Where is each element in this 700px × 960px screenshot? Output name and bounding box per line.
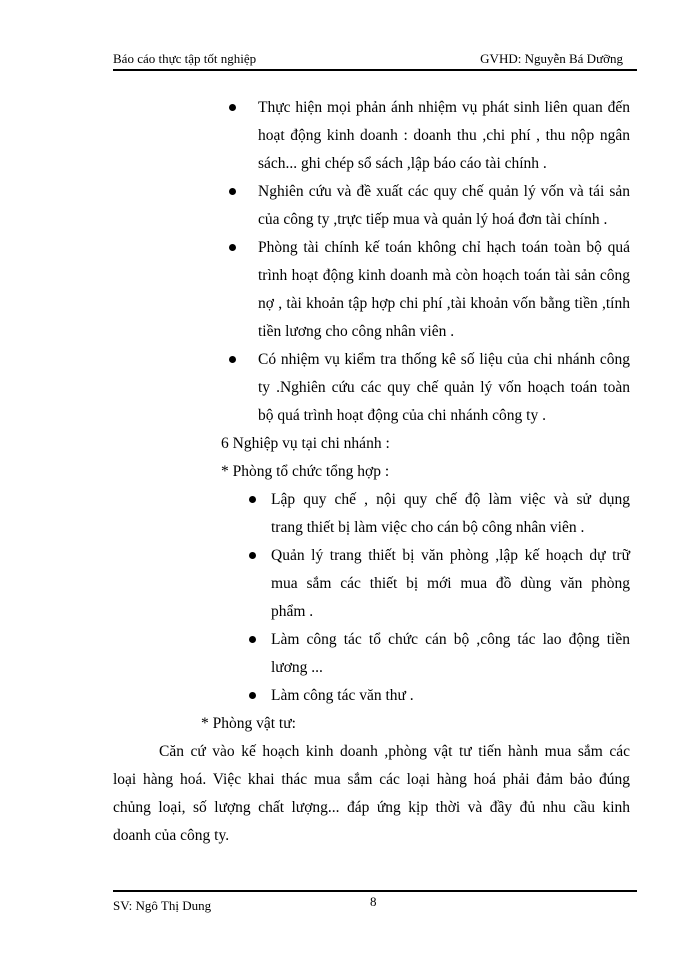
bullet-line: Làm công tác văn thư . (271, 687, 414, 704)
paragraph-line: doanh của công ty. (113, 827, 230, 844)
bullet-line: của công ty ,trực tiếp mua và quản lý hoá đơn tài chính . (258, 211, 608, 228)
bullet-line: mua sắm các thiết bị mới mua đồ dùng văn phòng (271, 575, 630, 592)
bullet-icon (249, 552, 256, 559)
bullet-line: phẩm . (271, 603, 314, 620)
bullet-line: tiền lương cho công nhân viên . (258, 323, 455, 340)
bullet-line: Thực hiện mọi phản ánh nhiệm vụ phát sinh liên quan đến (258, 99, 630, 116)
bullet-line: ty .Nghiên cứu các quy chế quản lý vốn hoạch toán toàn (258, 379, 630, 396)
paragraph-line: loại hàng hoá. Việc khai thác mua sắm các loại hàng hoá phải đảm bảo đúng (113, 771, 630, 788)
subsection-heading: * Phòng tổ chức tổng hợp : (221, 463, 390, 480)
bullet-line: lương ... (271, 659, 323, 676)
footer-student: SV: Ngô Thị Dung (113, 898, 212, 913)
bullet-line: bộ quá trình hoạt động của chi nhánh công ty . (258, 407, 546, 424)
bullet-line: Lập quy chế , nội quy chế độ làm việc và sử dụng (271, 491, 630, 508)
bullet-line: nợ , tài khoản tập hợp chi phí ,tài khoản vốn bằng tiền ,tính (258, 295, 630, 312)
bullet-line: hoạt động kinh doanh : doanh thu ,chi phí , thu nộp ngân (258, 127, 630, 144)
bullet-line: trình hoạt động kinh doanh mà còn hoạch toán tài sản công (258, 267, 630, 284)
header-advisor: GVHD: Nguyễn Bá Dưỡng (480, 51, 623, 66)
page-header (113, 50, 637, 68)
bullet-icon (229, 104, 236, 111)
header-rule (113, 69, 637, 71)
bullet-line: Có nhiệm vụ kiểm tra thống kê số liệu của chi nhánh công (258, 351, 630, 368)
bullet-icon (249, 692, 256, 699)
page-number: 8 (370, 894, 377, 909)
bullet-icon (229, 244, 236, 251)
subsection-heading: * Phòng vật tư: (201, 715, 296, 732)
bullet-line: Nghiên cứu và đề xuất các quy chế quản lý vốn và tái sản (258, 183, 630, 200)
section-heading: 6 Nghiệp vụ tại chi nhánh : (221, 435, 390, 452)
bullet-line: Phòng tài chính kế toán không chỉ hạch toán toàn bộ quá (258, 239, 630, 256)
bullet-icon (229, 188, 236, 195)
bullet-icon (249, 496, 256, 503)
bullet-line: sách... ghi chép sổ sách ,lập báo cáo tài chính . (258, 155, 547, 172)
bullet-icon (249, 636, 256, 643)
header-report-title: Báo cáo thực tập tốt nghiệp (113, 51, 257, 66)
paragraph-line: Căn cứ vào kế hoạch kinh doanh ,phòng vật tư tiến hành mua sắm các (159, 743, 630, 760)
paragraph-line: chủng loại, số lượng chất lượng... đáp ứng kịp thời và đầy đủ nhu cầu kinh (113, 799, 630, 816)
bullet-line: Quản lý trang thiết bị văn phòng ,lập kế hoạch dự trữ (271, 547, 630, 564)
bullet-icon (229, 356, 236, 363)
footer-rule (113, 890, 637, 892)
bullet-line: trang thiết bị làm việc cho cán bộ công nhân viên . (271, 519, 585, 536)
bullet-line: Làm công tác tổ chức cán bộ ,công tác lao động tiền (271, 631, 630, 648)
